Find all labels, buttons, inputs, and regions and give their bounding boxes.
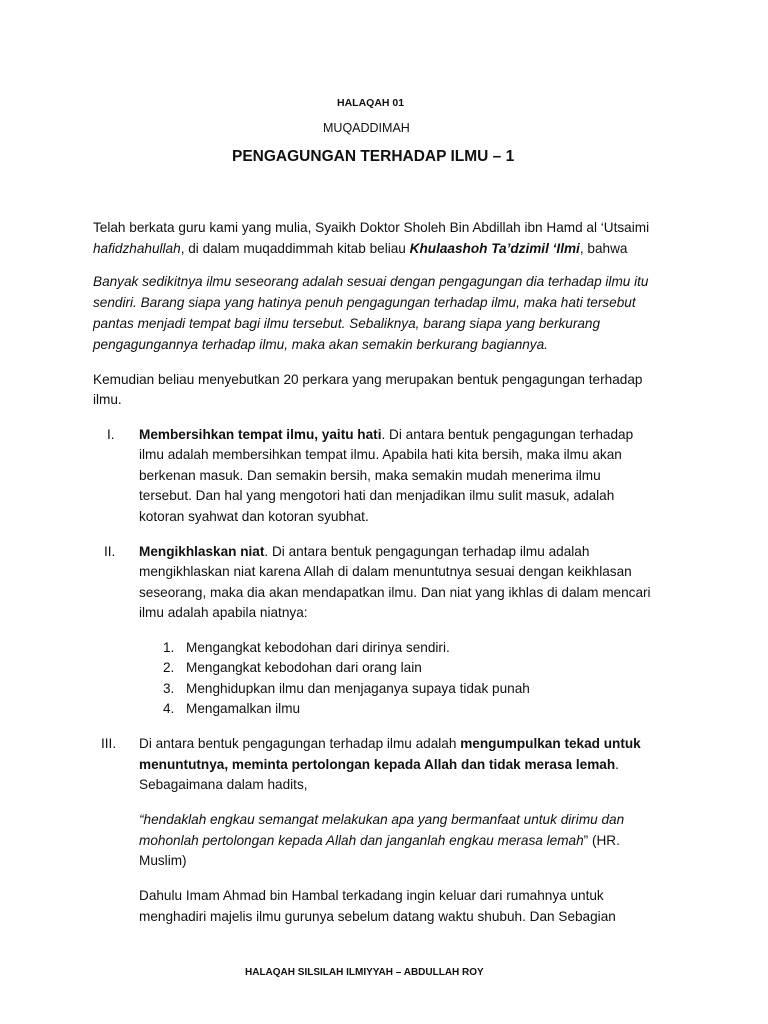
item-1-line-5: kotoran syahwat dan kotoran syubhat. [139, 509, 369, 524]
item-1-heading: Membersihkan tempat ilmu, yaitu hati [139, 427, 382, 442]
item-3-line-2 [139, 755, 619, 776]
honorific: hafidzhahullah [93, 241, 181, 256]
sub-list-item: Mengamalkan ilmu [186, 701, 301, 716]
item-1-line-3: berkenan masuk. Dan semakin bersih, maka semakin mudah menerima ilmu [139, 468, 601, 483]
sub-list-number: 2. [163, 660, 175, 675]
item-3-line-1 [139, 734, 641, 755]
book-title: Khulaashoh Ta’dzimil ‘Ilmi [409, 241, 580, 256]
item-3-heading-part-1: mengumpulkan tekad untuk [460, 736, 641, 751]
item-2-line-4: ilmu adalah apabila niatnya: [139, 605, 308, 620]
intro-line-2 [93, 239, 627, 260]
quote-line-2: sendiri. Barang siapa yang hatinya penuh pengagungan terhadap ilmu, maka hati tersebut [93, 295, 636, 310]
sub-list-number: 4. [163, 701, 175, 716]
summary-line-2: ilmu. [93, 392, 122, 407]
sub-list-item: Mengangkat kebodohan dari dirinya sendiri. [186, 640, 450, 655]
item-2-line-1-rest: . Di antara bentuk pengagungan terhadap ilmu adalah [264, 544, 590, 559]
item-3-line-1-pre: Di antara bentuk pengagungan terhadap ilmu adalah [139, 736, 461, 751]
page-footer: HALAQAH SILSILAH ILMIYYAH – ABDULLAH ROY [245, 967, 484, 978]
section-title: MUQADDIMAH [323, 121, 410, 135]
item-2-number: II. [104, 544, 116, 559]
item-1-line-2: ilmu adalah membersihkan tempat ilmu. Apabila hati kita bersih, maka ilmu akan [139, 447, 622, 462]
item-3-line-2-end: . [615, 757, 619, 772]
item-2-line-2: mengikhlaskan niat karena Allah di dalam menuntutnya sesuai dengan keikhlasan [139, 564, 632, 579]
item-1-number: I. [107, 427, 115, 442]
item-2-line-3: seseorang, maka dia akan mendapatkan ilmu. Dan niat yang ikhlas di dalam mencari [139, 585, 651, 600]
item-2-line-1 [139, 542, 589, 563]
hadith-text: mohonlah pertolongan kepada Allah dan janganlah engkau merasa lemah [139, 833, 584, 848]
item-1-line-1 [139, 425, 633, 446]
item-3-line-3: Sebagaimana dalam hadits, [139, 777, 308, 792]
item-1-line-1-rest: . Di antara bentuk pengagungan terhadap [381, 427, 634, 442]
item-3-number: III. [101, 736, 117, 751]
page-title: PENGAGUNGAN TERHADAP ILMU – 1 [232, 148, 515, 165]
halaqah-number: HALAQAH 01 [337, 97, 405, 109]
sub-list-item: Mengangkat kebodohan dari orang lain [186, 660, 422, 675]
summary-line-1: Kemudian beliau menyebutkan 20 perkara yang merupakan bentuk pengagungan terhadap [93, 372, 643, 387]
sub-list-number: 1. [163, 640, 175, 655]
quote-line-1: Banyak sedikitnya ilmu seseorang adalah sesuai dengan pengagungan dia terhadap ilmu itu [93, 274, 649, 289]
sub-list-number: 3. [163, 681, 175, 696]
item-3-para-line-1: Dahulu Imam Ahmad bin Hambal terkadang ingin keluar dari rumahnya untuk [139, 888, 604, 903]
item-2-heading: Mengikhlaskan niat [139, 544, 265, 559]
hadith-line-2 [139, 831, 620, 852]
intro-mid: , di dalam muqaddimmah kitab beliau [180, 241, 410, 256]
item-3-heading-part-2: menuntutnya, meminta pertolongan kepada Allah dan tidak merasa lemah [139, 757, 616, 772]
hadith-line-3: Muslim) [139, 853, 187, 868]
intro-end: , bahwa [579, 241, 628, 256]
quote-line-3: pantas menjadi tempat bagi ilmu tersebut. Sebaliknya, barang siapa yang berkurang [93, 316, 601, 331]
hadith-line-1: “hendaklah engkau semangat melakukan apa yang bermanfaat untuk dirimu dan [139, 812, 625, 827]
intro-line-1: Telah berkata guru kami yang mulia, Syaikh Doktor Sholeh Bin Abdillah ibn Hamd al ‘Utsaimi [93, 220, 650, 235]
quote-line-4: pengagungannya terhadap ilmu, maka akan semakin berkurang bagiannya. [93, 337, 548, 352]
hadith-source: ” (HR. [583, 833, 620, 848]
sub-list-item: Menghidupkan ilmu dan menjaganya supaya tidak punah [186, 681, 530, 696]
item-3-para-line-2: menghadiri majelis ilmu gurunya sebelum datang waktu shubuh. Dan Sebagian [139, 909, 616, 924]
item-1-line-4: tersebut. Dan hal yang mengotori hati dan menjadikan ilmu sulit masuk, adalah [139, 488, 615, 503]
